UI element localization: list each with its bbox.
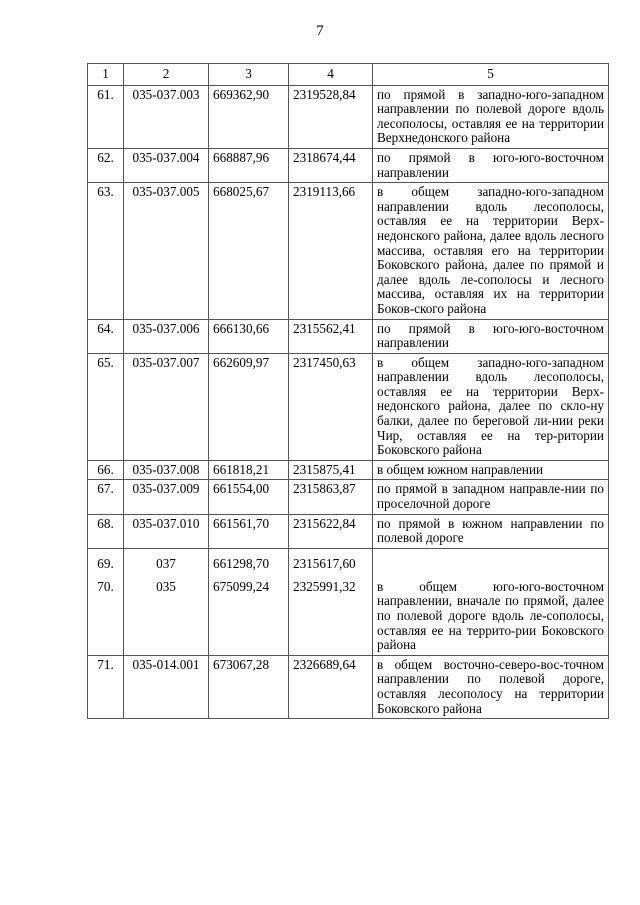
coord-y: 2318674,44 <box>289 148 373 182</box>
coord-y: 2325991,32 <box>293 579 356 595</box>
row-number: 69. <box>97 555 114 571</box>
table-row-group <box>88 548 609 655</box>
coord-x: 668025,67 <box>209 183 289 319</box>
coord-x-cell <box>209 548 289 655</box>
point-code: 035 <box>156 579 176 595</box>
coord-y: 2317450,63 <box>289 353 373 460</box>
coord-y: 2315617,60 <box>293 555 356 571</box>
coord-y: 2319113,66 <box>289 183 373 319</box>
page-number: 7 <box>316 23 324 39</box>
point-code: 035-037.007 <box>124 353 209 460</box>
table-row <box>88 148 609 182</box>
table-row <box>88 480 609 514</box>
table-row <box>88 183 609 319</box>
coord-x: 666130,66 <box>209 319 289 353</box>
row-number: 66. <box>88 460 124 480</box>
row-number: 65. <box>88 353 124 460</box>
boundary-description: в общем западно-юго-западном направлении вдоль лесополосы, оставляя ее на территории Верх-недонского района, далее вдоль лесного массива, оставляя его на территории Боковского района, далее по прямой и далее вдоль ле-сополосы и лесного массива, оставляя их на территории Боков-ского района <box>373 183 609 319</box>
coord-y: 2315875,41 <box>289 460 373 480</box>
table-row <box>88 353 609 460</box>
header-col-1: 1 <box>88 64 124 86</box>
row-number: 62. <box>88 148 124 182</box>
header-col-5: 5 <box>373 64 609 86</box>
coord-x: 668887,96 <box>209 148 289 182</box>
boundary-description: в общем западно-юго-западном направлении вдоль лесополосы, оставляя ее на территории Верх-недонского района, далее по скло-ну балки, далее по береговой ли-нии реки Чир, оставляя ее на тер-ритории Боковского района <box>373 353 609 460</box>
row-number: 70. <box>97 579 114 595</box>
boundary-table <box>87 63 609 719</box>
coord-y: 2315863,87 <box>289 480 373 514</box>
point-code: 035-037.010 <box>124 514 209 548</box>
table-row <box>88 655 609 718</box>
coord-y-cell <box>289 548 373 655</box>
row-number-cell <box>88 548 124 655</box>
boundary-description: по прямой в южном направлении по полевой дороге <box>373 514 609 548</box>
coord-x: 675099,24 <box>213 579 270 595</box>
coord-x: 673067,28 <box>209 655 289 718</box>
boundary-description: в общем юго-юго-восточном направлении, вначале по прямой, далее по полевой дороге вдоль ле-сополосы, оставляя ее на террито-рии Боковского района <box>373 548 609 655</box>
table-row <box>88 85 609 148</box>
coord-x: 661818,21 <box>209 460 289 480</box>
header-col-3: 3 <box>209 64 289 86</box>
point-code: 035-037.009 <box>124 480 209 514</box>
row-number: 68. <box>88 514 124 548</box>
boundary-description: по прямой в юго-юго-восточном направлении <box>373 148 609 182</box>
table-row <box>88 514 609 548</box>
point-code: 035-037.006 <box>124 319 209 353</box>
table-header-row <box>88 64 609 86</box>
coord-y: 2315562,41 <box>289 319 373 353</box>
row-number: 67. <box>88 480 124 514</box>
header-col-2: 2 <box>124 64 209 86</box>
coord-x: 661298,70 <box>213 555 270 571</box>
row-number: 63. <box>88 183 124 319</box>
boundary-description: по прямой в западно-юго-западном направлении по полевой дороге вдоль лесополосы, оставляя ее на территории Верхнедонского района <box>373 85 609 148</box>
point-code: 035-037.008 <box>124 460 209 480</box>
coord-x: 661554,00 <box>209 480 289 514</box>
coord-x: 661561,70 <box>209 514 289 548</box>
header-col-4: 4 <box>289 64 373 86</box>
coord-x: 669362,90 <box>209 85 289 148</box>
boundary-description: по прямой в юго-юго-восточном направлении <box>373 319 609 353</box>
boundary-description: в общем южном направлении <box>373 460 609 480</box>
table-row <box>88 460 609 480</box>
table-row <box>88 319 609 353</box>
coord-y: 2319528,84 <box>289 85 373 148</box>
point-code: 035-037.005 <box>124 183 209 319</box>
point-code: 037 <box>156 555 176 571</box>
point-code-cell <box>124 548 209 655</box>
row-number: 61. <box>88 85 124 148</box>
coord-y: 2326689,64 <box>289 655 373 718</box>
coord-x: 662609,97 <box>209 353 289 460</box>
row-number: 64. <box>88 319 124 353</box>
point-code: 035-037.004 <box>124 148 209 182</box>
boundary-description: в общем восточно-северо-вос-точном направлении по полевой дороге, оставляя лесополосу на территории Боковского района <box>373 655 609 718</box>
coord-y: 2315622,84 <box>289 514 373 548</box>
boundary-description: по прямой в западном направле-нии по проселочной дороге <box>373 480 609 514</box>
row-number: 71. <box>88 655 124 718</box>
point-code: 035-014.001 <box>124 655 209 718</box>
point-code: 035-037.003 <box>124 85 209 148</box>
